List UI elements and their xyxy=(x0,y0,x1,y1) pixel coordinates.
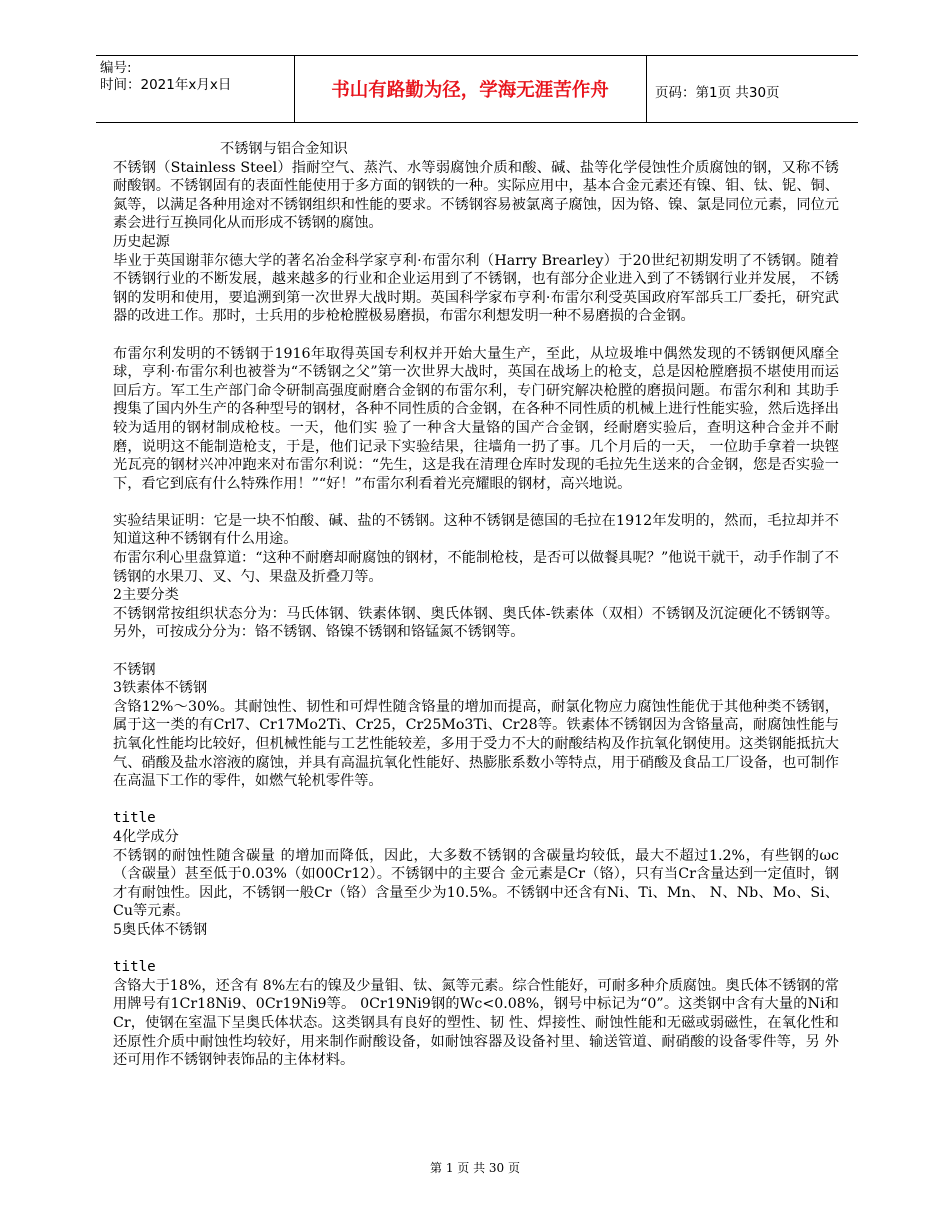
paragraph-intro: 不锈钢（Stainless Steel）指耐空气、蒸汽、水等弱腐蚀介质和酸、碱、盐等化学侵蚀性介质腐蚀的钢，又称不锈耐酸钢。不锈钢固有的表面性能使用于多方面的钢铁的一种。实际应用中，基本合金元素还有镍、钼、钛、铌、铜、氮等，以满足各种用途对不锈钢组织和性能的要求。不锈钢容易被氯离子腐蚀，因为铬、镍、氯是同位元素，同位元素会进行互换同化从而形成不锈钢的腐蚀。 xyxy=(113,159,839,232)
paragraph-austenitic: 含铬大于18%，还含有 8%左右的镍及少量钼、钛、氮等元素。综合性能好，可耐多种介质腐蚀。奥氏体不锈钢的常用牌号有1Cr18Ni9、0Cr19Ni9等。 0Cr19Ni9钢的Wc<0.08%，钢号中标记为“0”。这类钢中含有大量的Ni和Cr，使钢在室温下呈奥氏体状态。这类钢具有良好的塑性、韧 性、焊接性、耐蚀性能和无磁或弱磁性，在氧化性和还原性介质中耐蚀性均较好，用来制作耐酸设备，如耐蚀容器及设备衬里、输送管道、耐硝酸的设备零件等，另 外还可用作不锈钢钟表饰品的主体材料。 xyxy=(113,977,839,1069)
blank-line xyxy=(113,326,839,345)
paragraph-tableware: 布雷尔利心里盘算道：“这种不耐磨却耐腐蚀的钢材，不能制枪枝，是否可以做餐具呢？”他说干就干，动手作制了不锈钢的水果刀、叉、勺、果盘及折叠刀等。 xyxy=(113,550,839,585)
document-title: 不锈钢与铝合金知识 xyxy=(220,141,348,157)
blank-line xyxy=(113,940,839,959)
section-heading-chemical: 4化学成分 xyxy=(113,828,179,845)
section-heading-history: 历史起源 xyxy=(113,233,170,250)
page-footer: 第 1 页 共 30 页 xyxy=(430,1161,520,1175)
paragraph-chemical: 不锈钢的耐蚀性随含碳量 的增加而降低，因此，大多数不锈钢的含碳量均较低，最大不超过1.2%，有些钢的ωc（含碳量）甚至低于0.03%（如00Cr12）。不锈钢中的主要合 金元素是Cr（铬），只有当Cr含量达到一定值时，钢才有耐蚀性。因此，不锈钢一般Cr（铬）含量至少为10.5%。不锈钢中还含有Ni、Ti、Mn、 N、Nb、Mo、Si、Cu等元素。 xyxy=(113,847,839,920)
paragraph-classification: 不锈钢常按组织状态分为：马氏体钢、铁素体钢、奥氏体钢、奥氏体-铁素体（双相）不锈钢及沉淀硬化不锈钢等。另外，可按成分分为：铬不锈钢、铬镍不锈钢和铬锰氮不锈钢等。 xyxy=(113,605,839,641)
document-id-label: 编号: xyxy=(100,60,132,76)
header-info-cell xyxy=(96,56,295,122)
header-page-number: 页码：第1页 共30页 xyxy=(655,85,780,101)
blank-line xyxy=(113,791,839,810)
blank-line xyxy=(113,642,839,661)
paragraph-history: 毕业于英国谢菲尔德大学的著名冶金科学家亨利·布雷尔利（Harry Brearley）于20世纪初期发明了不锈钢。随着不锈钢行业的不断发展，越来越多的行业和企业运用到了不锈钢，也有部分企业进入到了不锈钢行业并发展， 不锈钢的发明和使用，要追溯到第一次世界大战时期。英国科学家布亨利·布雷尔利受英国政府军部兵工厂委托，研究武器的改进工作。那时，士兵用的步枪枪膛极易磨损，布雷尔利想发明一种不易磨损的合金钢。 xyxy=(113,252,839,325)
section-heading-classification: 2主要分类 xyxy=(113,587,179,604)
paragraph-invention: 布雷尔利发明的不锈钢于1916年取得英国专利权并开始大量生产，至此，从垃圾堆中偶然发现的不锈钢便风靡全球，亨利·布雷尔利也被誉为“不锈钢之父”第一次世界大战时，英国在战场上的枪支，总是因枪膛磨损不堪使用而运回后方。军工生产部门命令研制高强度耐磨合金钢的布雷尔利，专门研究解决枪膛的磨损问题。布雷尔利和 其助手搜集了国内外生产的各种型号的钢材，各种不同性质的合金钢，在各种不同性质的机械上进行性能实验，然后选择出较为适用的钢材制成枪枝。一天，他们实 验了一种含大量铬的国产合金钢，经耐磨实验后，查明这种合金并不耐磨，说明这不能制造枪支，于是，他们记录下实验结果，往墙角一扔了事。几个月后的一天， 一位助手拿着一块铿光瓦亮的钢材兴冲冲跑来对布雷尔利说：“先生，这是我在清理仓库时发现的毛拉先生送来的合金钢，您是否实验一下，看它到底有什么特殊作用！”“好！”布雷尔利看着光亮耀眼的钢材，高兴地说。 xyxy=(113,345,839,492)
section-heading-stainless: 不锈钢 xyxy=(113,661,156,678)
section-heading-austenitic: 5奥氏体不锈钢 xyxy=(113,921,208,938)
page-header xyxy=(96,55,858,123)
paragraph-experiment-result: 实验结果证明：它是一块不怕酸、碱、盐的不锈钢。这种不锈钢是德国的毛拉在1912年发明的，然而，毛拉却并不知道这种不锈钢有什么用途。 xyxy=(113,512,839,548)
paragraph-ferritic: 含铬12%～30%。其耐蚀性、韧性和可焊性随含铬量的增加而提高，耐氯化物应力腐蚀性能优于其他种类不锈钢，属于这一类的有Crl7、Cr17Mo2Ti、Cr25，Cr25Mo3Ti、Cr28等。铁素体不锈钢因为含铬量高，耐腐蚀性能与抗氧化性能均比较好，但机械性能与工艺性能较差，多用于受力不大的耐酸结构及作抗氧化钢使用。这类钢能抵抗大气、硝酸及盐水溶液的腐蚀，并具有高温抗氧化性能好、热膨胀系数小等特点，用于硝酸及食品工厂设备，也可制作在高温下工作的零件，如燃气轮机零件等。 xyxy=(113,698,839,790)
section-heading-ferritic: 3铁素体不锈钢 xyxy=(113,680,208,697)
header-motto: 书山有路勤为径，学海无涯苦作舟 xyxy=(294,56,647,122)
blank-line xyxy=(113,493,839,512)
document-body xyxy=(113,140,839,1070)
title-label: title xyxy=(113,810,156,827)
title-label: title xyxy=(113,959,156,976)
document-date-label: 时间：2021年x月x日 xyxy=(100,77,232,93)
